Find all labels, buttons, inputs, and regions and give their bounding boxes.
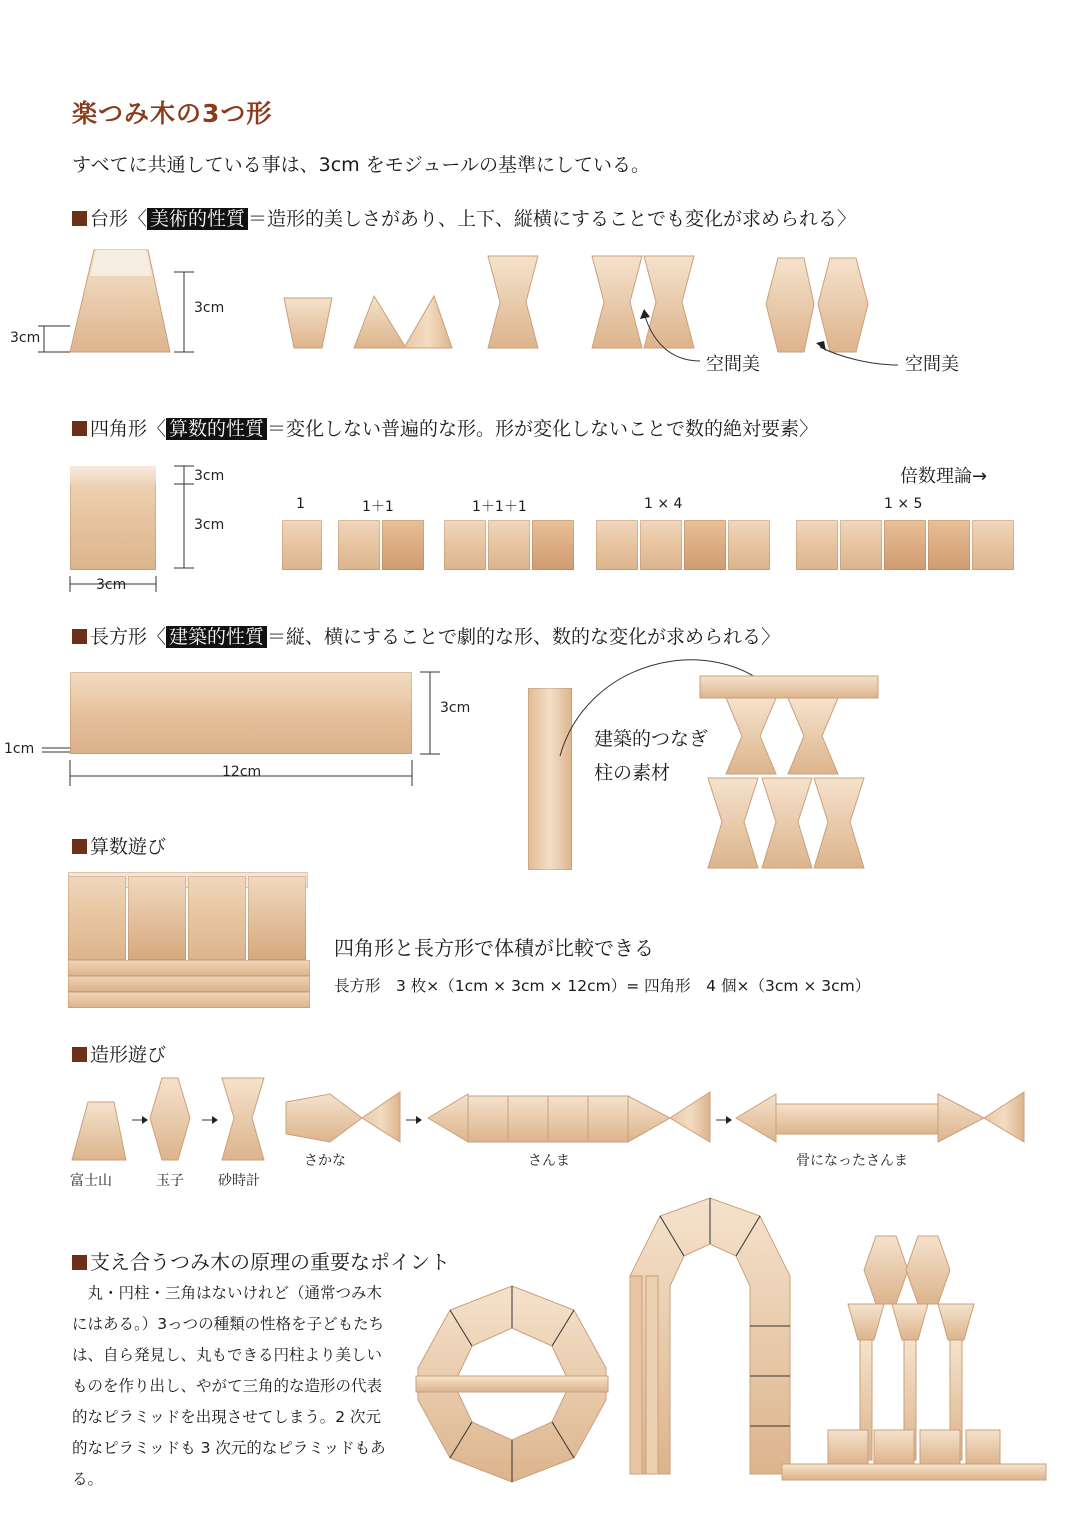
section-daikei-heading: 台形〈 美術的性質 ＝造形的美しさがあり、上下、縦横にすることでも変化が求められる〉 (72, 204, 856, 231)
space-label-1: 空間美 (706, 354, 760, 375)
arch-structure (626, 1196, 796, 1478)
page-title: 楽つみ木の3つ形 (72, 99, 273, 128)
cube-2a (338, 520, 380, 570)
highlight: 算数的性質 (166, 418, 267, 440)
space-label-2: 空間美 (905, 354, 959, 375)
bullet-square (72, 629, 87, 644)
section-chouhou-heading: 長方形〈 建築的性質 ＝縦、横にすることで劇的な形、数的な変化が求められる〉 (72, 622, 780, 649)
bullet-square (72, 1255, 87, 1270)
group-label-2: 1＋1 (362, 499, 394, 515)
bullet-square (72, 839, 87, 854)
cube-3c (532, 520, 574, 570)
board-dim-height: 3cm (440, 700, 471, 716)
shape-label-egg: 玉子 (156, 1173, 184, 1189)
volume-formula: 長方形 3 枚×（1cm × 3cm × 12cm）= 四角形 4 個×（3cm × 3cm） (334, 977, 871, 995)
group-label-3: 1＋1＋1 (472, 499, 527, 515)
section-point-heading: 支え合うつみ木の原理の重要なポイント (72, 1246, 450, 1275)
group-label-4: 1 × 4 (644, 496, 683, 512)
shape-label-fish: さかな (304, 1153, 346, 1169)
point-body-text: 丸・円柱・三角はないけれど（通常つみ木にはある。）3っつの種類の性格を子どもたちは、自ら発見し、丸もできる円柱より美しいものを作り出し、やがて三角的な造形の代表的なピラミッドを出現させてしまう。2 次元的なピラミッドも 3 次元的なピラミッドもある。 (72, 1284, 386, 1488)
trapezoid-dimension-lines (36, 270, 206, 360)
cube-4a (596, 520, 638, 570)
building-structure (700, 674, 880, 870)
volume-caption: 四角形と長方形で体積が比較できる (334, 936, 654, 960)
cube-dim-top: 3cm (194, 468, 225, 484)
bullet-square (72, 211, 87, 226)
cube-dimension-lines (66, 464, 206, 596)
trapezoid-variations (282, 252, 702, 356)
section-shikaku-heading: 四角形〈 算数的性質 ＝変化しない普遍的な形。形が変化しないことで数的絶対要素〉 (72, 414, 818, 441)
cube-5d (928, 520, 970, 570)
cube-2b (382, 520, 424, 570)
volume-comparison-blocks (68, 872, 312, 1010)
group-label-5: 1 × 5 (884, 496, 923, 512)
board-dim-length: 12cm (222, 764, 262, 780)
cube-dim-width: 3cm (96, 577, 127, 593)
cube-4c (684, 520, 726, 570)
cube-1 (282, 520, 322, 570)
highlight: 建築的性質 (166, 626, 267, 648)
bullet-square (72, 421, 87, 436)
cube-dim-height: 3cm (194, 517, 225, 533)
cube-3b (488, 520, 530, 570)
dimension-height: 3cm (194, 300, 225, 316)
cube-4d (728, 520, 770, 570)
section-sansu-heading: 算数遊び (72, 832, 166, 859)
intro-text: すべてに共通している事は、3cm をモジュールの基準にしている。 (72, 154, 650, 176)
ring-structure (414, 1284, 610, 1484)
bullet-square (72, 1047, 87, 1062)
pyramid-structure (780, 1232, 1050, 1486)
cube-3a (444, 520, 486, 570)
board-dim-thickness: 1cm (4, 741, 35, 757)
cube-4b (640, 520, 682, 570)
pillar-caption: 建築的つなぎ 柱の素材 (594, 728, 709, 784)
shape-label-hourglass: 砂時計 (218, 1173, 260, 1189)
cube-5a (796, 520, 838, 570)
cube-5b (840, 520, 882, 570)
section-zoukei-heading: 造形遊び (72, 1040, 166, 1067)
highlight: 美術的性質 (147, 208, 248, 230)
shape-label-saury-bones: 骨になったさんま (796, 1153, 908, 1169)
shape-label-saury: さんま (528, 1153, 570, 1169)
dimension-base: 3cm (10, 330, 41, 346)
cube-5c (884, 520, 926, 570)
multiple-theory-label: 倍数理論→ (900, 466, 988, 487)
group-label-1: 1 (296, 496, 305, 512)
cube-5e (972, 520, 1014, 570)
shape-label-fuji: 富士山 (70, 1173, 112, 1189)
